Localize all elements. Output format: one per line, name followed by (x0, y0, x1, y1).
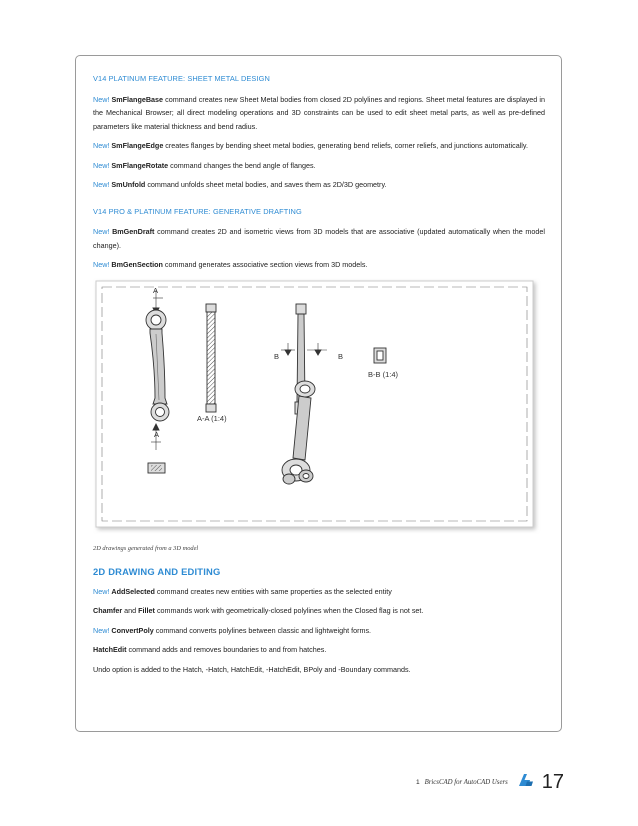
new-badge: New! (93, 94, 110, 104)
command-name: Chamfer (93, 606, 123, 615)
label-b-left: B (274, 351, 280, 361)
label-a-top: A (153, 285, 159, 295)
label-b-right: B (338, 351, 344, 361)
footer-book-title: BricsCAD for AutoCAD Users (424, 778, 508, 786)
para-addselected (93, 585, 545, 599)
section-aa-view (206, 304, 216, 412)
command-name: SmFlangeBase (111, 94, 164, 104)
new-badge: New! (93, 260, 110, 269)
para-smflangerotate (93, 159, 545, 173)
label-section-aa: A-A (1:4) (197, 413, 227, 423)
figure-caption: 2D drawings generated from a 3D model (93, 544, 199, 552)
new-badge: New! (93, 180, 110, 189)
para-smflangebase (93, 93, 545, 134)
label-a-bottom: A (154, 429, 160, 439)
para-undo-option: Undo option is added to the Hatch, -Hatch, HatchEdit, -HatchEdit, BPoly and -Boundary commands. (93, 664, 411, 674)
para-text: command creates new entities with same properties as the selected entity (154, 586, 392, 596)
para-chamfer-fillet (93, 604, 545, 618)
para-bmgensection (93, 258, 545, 272)
command-name: BmGenSection (111, 260, 163, 269)
command-name: BmGenDraft (112, 227, 155, 236)
para-smunfold (93, 178, 545, 192)
para-text: command unfolds sheet metal bodies, and saves them as 2D/3D geometry. (145, 180, 387, 189)
page-number: 17 (541, 770, 564, 793)
para-smflangeedge (93, 139, 545, 153)
page-content (93, 72, 545, 682)
new-badge: New! (93, 625, 110, 635)
new-badge: New! (93, 141, 110, 150)
para-text: command creates new Sheet Metal bodies from closed 2D polylines and regions. Sheet metal features are displayed in the Mechanical Browser; all direct modeling operations and 3D constraints can be used to edit sheet metal parts, as well as pre-defined parameters like material thickness and bend radius. (93, 94, 545, 131)
new-badge: New! (93, 160, 110, 170)
para-text: command creates 2D and isometric views from 3D models that are associative (updated automatically when the model change). (93, 227, 546, 250)
para-text: creates flanges by bending sheet metal bodies, generating bend reliefs, corner reliefs, and junctions automatically. (163, 141, 528, 150)
drawing-svg (93, 278, 545, 534)
section-heading-2d-drawing: 2D DRAWING AND EDITING (93, 566, 221, 577)
para-text: command changes the bend angle of flanges. (168, 160, 316, 170)
label-section-bb: B-B (1:4) (368, 369, 399, 379)
drawing-figure (93, 278, 545, 534)
para-bmgendraft (93, 225, 545, 252)
para-text: commands work with geometrically-closed polylines when the Closed flag is not set. (154, 606, 424, 615)
section-heading-generative-drafting: V14 PRO & PLATINUM FEATURE: GENERATIVE DRAFTING (93, 206, 302, 216)
para-text: command converts polylines between classic and lightweight forms. (153, 625, 372, 635)
section-bb-view (374, 348, 386, 363)
new-badge: New! (93, 227, 110, 236)
para-convertpoly (93, 624, 545, 638)
command-name: Fillet (138, 606, 155, 615)
new-badge: New! (93, 586, 110, 596)
para-text: command adds and removes boundaries to and from hatches. (126, 645, 327, 654)
footer-chapter-number: 1 (415, 778, 420, 786)
command-name: SmUnfold (111, 180, 146, 189)
para-text: command generates associative section views from 3D models. (162, 260, 368, 269)
page-footer (416, 772, 564, 792)
bricscad-logo-icon (518, 773, 534, 792)
para-hatchedit (93, 643, 545, 657)
command-name: HatchEdit (93, 645, 127, 654)
section-heading-sheet-metal: V14 PLATINUM FEATURE: SHEET METAL DESIGN (93, 74, 270, 83)
command-name: AddSelected (111, 586, 155, 596)
para-text: and (122, 606, 139, 615)
command-name: SmFlangeRotate (111, 160, 169, 170)
command-name: SmFlangeEdge (111, 141, 164, 150)
command-name: ConvertPoly (111, 625, 154, 635)
